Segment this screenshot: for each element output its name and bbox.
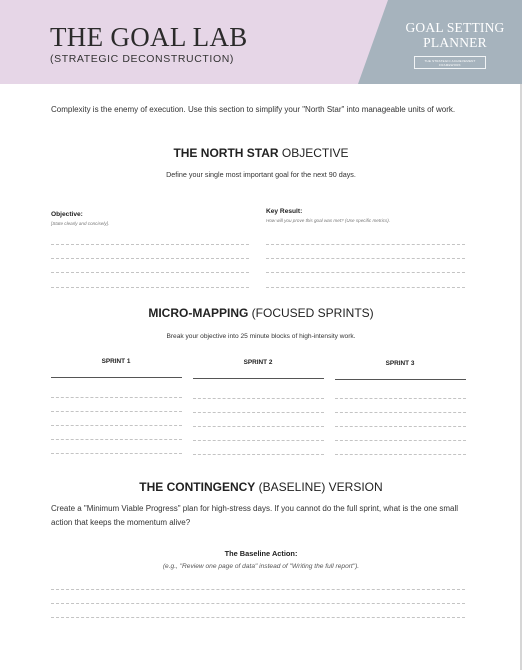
north-star-instruction: Define your single most important goal for the next 90 days.: [166, 170, 356, 179]
badge-tagline: THE STRATEGIC ACHIEVEMENT FRAMEWORK: [424, 59, 476, 67]
micro-mapping-heading-bold: MICRO-MAPPING: [148, 306, 249, 320]
sprint-3-line-5[interactable]: [335, 454, 466, 455]
sprint-1-line-5[interactable]: [51, 453, 182, 454]
key-result-label: Key Result:: [266, 208, 303, 215]
sprint-2-line-4[interactable]: [193, 440, 324, 441]
page-title: THE GOAL LAB: [50, 22, 248, 52]
sprint-2-header: SPRINT 2: [243, 359, 273, 366]
baseline-action-label: The Baseline Action:: [224, 549, 298, 558]
badge-line-1: GOAL SETTING: [405, 20, 505, 35]
objective-hint: [State clearly and concisely].: [51, 221, 110, 226]
sprint-2-line-2[interactable]: [193, 412, 324, 413]
baseline-action-example: (e.g., "Review one page of data" instead of "Writing the full report").: [162, 563, 360, 570]
objective-label: Objective:: [51, 211, 83, 218]
sprint-2-rule: [193, 378, 324, 379]
objective-line-1[interactable]: [51, 244, 249, 245]
sprint-1-line-3[interactable]: [51, 425, 182, 426]
planner-badge: [388, 0, 522, 84]
baseline-line-3[interactable]: [51, 617, 465, 618]
sprint-3-rule: [335, 379, 466, 380]
micro-mapping-heading: [0, 306, 522, 320]
north-star-heading-rest: OBJECTIVE: [278, 146, 349, 160]
key-result-line-3[interactable]: [266, 272, 465, 273]
north-star-heading-bold: THE NORTH STAR: [173, 146, 279, 160]
contingency-text: Create a "Minimum Viable Progress" plan for high-stress days. If you cannot do the full sprint, what is the one small action that keeps the momentum alive?: [51, 504, 459, 527]
page-header: [0, 0, 522, 84]
north-star-heading: [0, 146, 522, 160]
micro-mapping-heading-rest: (FOCUSED SPRINTS): [248, 306, 374, 320]
baseline-line-1[interactable]: [51, 589, 465, 590]
contingency-heading-bold: THE CONTINGENCY: [139, 480, 256, 494]
sprint-2-line-1[interactable]: [193, 398, 324, 399]
badge-tagline-box: [414, 56, 486, 69]
key-result-hint: How will you prove this goal was met? (Use specific metrics).: [266, 218, 391, 223]
sprint-2-line-3[interactable]: [193, 426, 324, 427]
sprint-1-header: SPRINT 1: [101, 358, 131, 365]
baseline-line-2[interactable]: [51, 603, 465, 604]
intro-text: Complexity is the enemy of execution. Use this section to simplify your "North Star" into manageable units of work.: [51, 105, 456, 114]
sprint-3-header: SPRINT 3: [385, 360, 415, 367]
key-result-line-2[interactable]: [266, 258, 465, 259]
contingency-heading: [0, 480, 522, 494]
sprint-2-line-5[interactable]: [193, 454, 324, 455]
sprint-3-line-3[interactable]: [335, 426, 466, 427]
objective-line-2[interactable]: [51, 258, 249, 259]
badge-line-2: PLANNER: [423, 35, 487, 50]
page-subtitle: (STRATEGIC DECONSTRUCTION): [50, 53, 234, 65]
objective-line-4[interactable]: [51, 287, 249, 288]
sprint-3-line-1[interactable]: [335, 398, 466, 399]
key-result-line-1[interactable]: [266, 244, 465, 245]
sprint-1-line-1[interactable]: [51, 397, 182, 398]
sprint-3-line-2[interactable]: [335, 412, 466, 413]
objective-line-3[interactable]: [51, 272, 249, 273]
contingency-heading-rest: (BASELINE) VERSION: [255, 480, 383, 494]
badge-corner: [358, 0, 388, 84]
key-result-line-4[interactable]: [266, 287, 465, 288]
sprint-1-line-4[interactable]: [51, 439, 182, 440]
sprint-3-line-4[interactable]: [335, 440, 466, 441]
micro-mapping-instruction: Break your objective into 25 minute blocks of high-intensity work.: [166, 333, 356, 340]
sprint-1-line-2[interactable]: [51, 411, 182, 412]
sprint-1-rule: [51, 377, 182, 378]
